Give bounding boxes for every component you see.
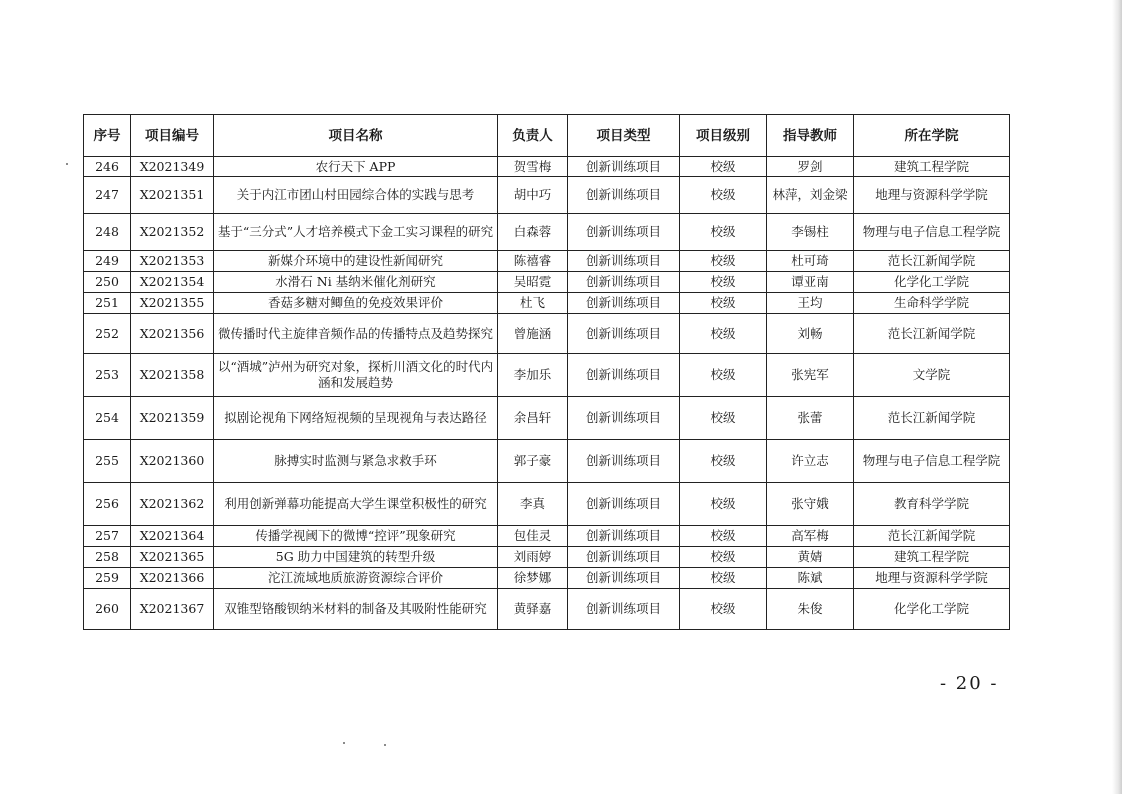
- cell-leader: 徐梦娜: [498, 568, 568, 589]
- table-row: [84, 214, 1010, 251]
- table-row: [84, 547, 1010, 568]
- cell-name: 关于内江市团山村田园综合体的实践与思考: [214, 177, 498, 214]
- scan-edge-shadow: [1112, 0, 1122, 794]
- cell-code: X2021366: [131, 568, 214, 589]
- cell-college: 范长江新闻学院: [854, 397, 1010, 440]
- table-body: [84, 157, 1010, 630]
- cell-level: 校级: [680, 483, 767, 526]
- cell-level: 校级: [680, 526, 767, 547]
- cell-advisor: 高军梅: [767, 526, 854, 547]
- cell-type: 创新训练项目: [568, 314, 680, 354]
- cell-no: 256: [84, 483, 131, 526]
- header-cell-type: 项目类型: [568, 115, 680, 157]
- cell-name: 拟剧论视角下网络短视频的呈现视角与表达路径: [214, 397, 498, 440]
- cell-name: 5G 助力中国建筑的转型升级: [214, 547, 498, 568]
- cell-advisor: 陈斌: [767, 568, 854, 589]
- cell-level: 校级: [680, 440, 767, 483]
- cell-leader: 李加乐: [498, 354, 568, 397]
- cell-type: 创新训练项目: [568, 157, 680, 177]
- cell-advisor: 杜可琦: [767, 251, 854, 272]
- header-cell-college: 所在学院: [854, 115, 1010, 157]
- table-row: [84, 293, 1010, 314]
- page-number: - 20 -: [940, 673, 999, 694]
- cell-leader: 余昌轩: [498, 397, 568, 440]
- cell-leader: 刘雨婷: [498, 547, 568, 568]
- header-cell-name: 项目名称: [214, 115, 498, 157]
- cell-level: 校级: [680, 177, 767, 214]
- cell-type: 创新训练项目: [568, 526, 680, 547]
- cell-no: 250: [84, 272, 131, 293]
- cell-leader: 郭子豪: [498, 440, 568, 483]
- cell-name: 利用创新弹幕功能提高大学生课堂积极性的研究: [214, 483, 498, 526]
- cell-college: 建筑工程学院: [854, 157, 1010, 177]
- cell-no: 247: [84, 177, 131, 214]
- cell-code: X2021355: [131, 293, 214, 314]
- project-table: [83, 114, 1010, 630]
- cell-level: 校级: [680, 314, 767, 354]
- cell-leader: 贺雪梅: [498, 157, 568, 177]
- cell-type: 创新训练项目: [568, 177, 680, 214]
- cell-code: X2021365: [131, 547, 214, 568]
- cell-level: 校级: [680, 157, 767, 177]
- cell-college: 范长江新闻学院: [854, 251, 1010, 272]
- cell-name: 以“酒城”泸州为研究对象，探析川酒文化的时代内涵和发展趋势: [214, 354, 498, 397]
- cell-advisor: 朱俊: [767, 589, 854, 630]
- cell-type: 创新训练项目: [568, 272, 680, 293]
- cell-name: 脉搏实时监测与紧急求救手环: [214, 440, 498, 483]
- cell-level: 校级: [680, 354, 767, 397]
- cell-no: 254: [84, 397, 131, 440]
- cell-code: X2021351: [131, 177, 214, 214]
- cell-college: 文学院: [854, 354, 1010, 397]
- cell-no: 246: [84, 157, 131, 177]
- cell-code: X2021356: [131, 314, 214, 354]
- cell-no: 257: [84, 526, 131, 547]
- cell-leader: 黄驿嘉: [498, 589, 568, 630]
- cell-no: 248: [84, 214, 131, 251]
- cell-college: 化学化工学院: [854, 589, 1010, 630]
- cell-advisor: 许立志: [767, 440, 854, 483]
- cell-type: 创新训练项目: [568, 568, 680, 589]
- table-header-row: [84, 115, 1010, 157]
- cell-type: 创新训练项目: [568, 547, 680, 568]
- cell-advisor: 林萍，刘金梁: [767, 177, 854, 214]
- cell-code: X2021359: [131, 397, 214, 440]
- cell-college: 物理与电子信息工程学院: [854, 214, 1010, 251]
- cell-advisor: 谭亚南: [767, 272, 854, 293]
- cell-advisor: 罗剑: [767, 157, 854, 177]
- cell-no: 252: [84, 314, 131, 354]
- cell-level: 校级: [680, 293, 767, 314]
- cell-name: 水滑石 Ni 基纳米催化剂研究: [214, 272, 498, 293]
- cell-name: 农行天下 APP: [214, 157, 498, 177]
- cell-type: 创新训练项目: [568, 483, 680, 526]
- cell-leader: 包佳灵: [498, 526, 568, 547]
- table-row: [84, 589, 1010, 630]
- table-row: [84, 354, 1010, 397]
- cell-college: 建筑工程学院: [854, 547, 1010, 568]
- cell-advisor: 张蕾: [767, 397, 854, 440]
- cell-advisor: 黄婧: [767, 547, 854, 568]
- scan-speck: [343, 742, 345, 744]
- cell-college: 化学化工学院: [854, 272, 1010, 293]
- cell-level: 校级: [680, 589, 767, 630]
- cell-type: 创新训练项目: [568, 397, 680, 440]
- cell-leader: 吴昭霓: [498, 272, 568, 293]
- cell-type: 创新训练项目: [568, 214, 680, 251]
- cell-college: 地理与资源科学学院: [854, 177, 1010, 214]
- header-cell-leader: 负责人: [498, 115, 568, 157]
- cell-advisor: 张守娥: [767, 483, 854, 526]
- cell-college: 教育科学学院: [854, 483, 1010, 526]
- cell-advisor: 刘畅: [767, 314, 854, 354]
- cell-code: X2021358: [131, 354, 214, 397]
- cell-code: X2021367: [131, 589, 214, 630]
- cell-type: 创新训练项目: [568, 589, 680, 630]
- table-row: [84, 157, 1010, 177]
- cell-name: 沱江流域地质旅游资源综合评价: [214, 568, 498, 589]
- cell-name: 传播学视阈下的微博“控评”现象研究: [214, 526, 498, 547]
- cell-level: 校级: [680, 251, 767, 272]
- cell-level: 校级: [680, 568, 767, 589]
- cell-level: 校级: [680, 397, 767, 440]
- table-row: [84, 440, 1010, 483]
- cell-code: X2021360: [131, 440, 214, 483]
- cell-type: 创新训练项目: [568, 251, 680, 272]
- cell-name: 微传播时代主旋律音频作品的传播特点及趋势探究: [214, 314, 498, 354]
- cell-code: X2021353: [131, 251, 214, 272]
- table-row: [84, 177, 1010, 214]
- table-row: [84, 314, 1010, 354]
- table-row: [84, 397, 1010, 440]
- table-row: [84, 251, 1010, 272]
- cell-no: 258: [84, 547, 131, 568]
- scan-speck: [66, 163, 68, 165]
- cell-no: 259: [84, 568, 131, 589]
- cell-college: 生命科学学院: [854, 293, 1010, 314]
- table-row: [84, 568, 1010, 589]
- cell-college: 物理与电子信息工程学院: [854, 440, 1010, 483]
- cell-advisor: 张宪军: [767, 354, 854, 397]
- cell-college: 范长江新闻学院: [854, 526, 1010, 547]
- cell-leader: 陈禧睿: [498, 251, 568, 272]
- cell-leader: 胡中巧: [498, 177, 568, 214]
- table-row: [84, 272, 1010, 293]
- table-row: [84, 526, 1010, 547]
- cell-leader: 李真: [498, 483, 568, 526]
- cell-no: 251: [84, 293, 131, 314]
- cell-level: 校级: [680, 547, 767, 568]
- cell-code: X2021364: [131, 526, 214, 547]
- scan-speck: [384, 744, 386, 746]
- header-cell-code: 项目编号: [131, 115, 214, 157]
- cell-leader: 曾施涵: [498, 314, 568, 354]
- cell-no: 249: [84, 251, 131, 272]
- cell-no: 255: [84, 440, 131, 483]
- cell-code: X2021352: [131, 214, 214, 251]
- cell-name: 基于“三分式”人才培养模式下金工实习课程的研究: [214, 214, 498, 251]
- cell-level: 校级: [680, 214, 767, 251]
- cell-code: X2021362: [131, 483, 214, 526]
- cell-name: 香菇多糖对鲫鱼的免疫效果评价: [214, 293, 498, 314]
- cell-no: 260: [84, 589, 131, 630]
- cell-name: 双锥型铬酸钡纳米材料的制备及其吸附性能研究: [214, 589, 498, 630]
- cell-type: 创新训练项目: [568, 354, 680, 397]
- cell-leader: 白森蓉: [498, 214, 568, 251]
- cell-no: 253: [84, 354, 131, 397]
- cell-type: 创新训练项目: [568, 293, 680, 314]
- cell-level: 校级: [680, 272, 767, 293]
- cell-name: 新媒介环境中的建设性新闻研究: [214, 251, 498, 272]
- cell-advisor: 王均: [767, 293, 854, 314]
- header-cell-no: 序号: [84, 115, 131, 157]
- cell-college: 范长江新闻学院: [854, 314, 1010, 354]
- cell-code: X2021349: [131, 157, 214, 177]
- table-row: [84, 483, 1010, 526]
- cell-advisor: 李锡柱: [767, 214, 854, 251]
- cell-college: 地理与资源科学学院: [854, 568, 1010, 589]
- cell-code: X2021354: [131, 272, 214, 293]
- cell-type: 创新训练项目: [568, 440, 680, 483]
- cell-leader: 杜飞: [498, 293, 568, 314]
- header-cell-level: 项目级别: [680, 115, 767, 157]
- header-cell-advisor: 指导教师: [767, 115, 854, 157]
